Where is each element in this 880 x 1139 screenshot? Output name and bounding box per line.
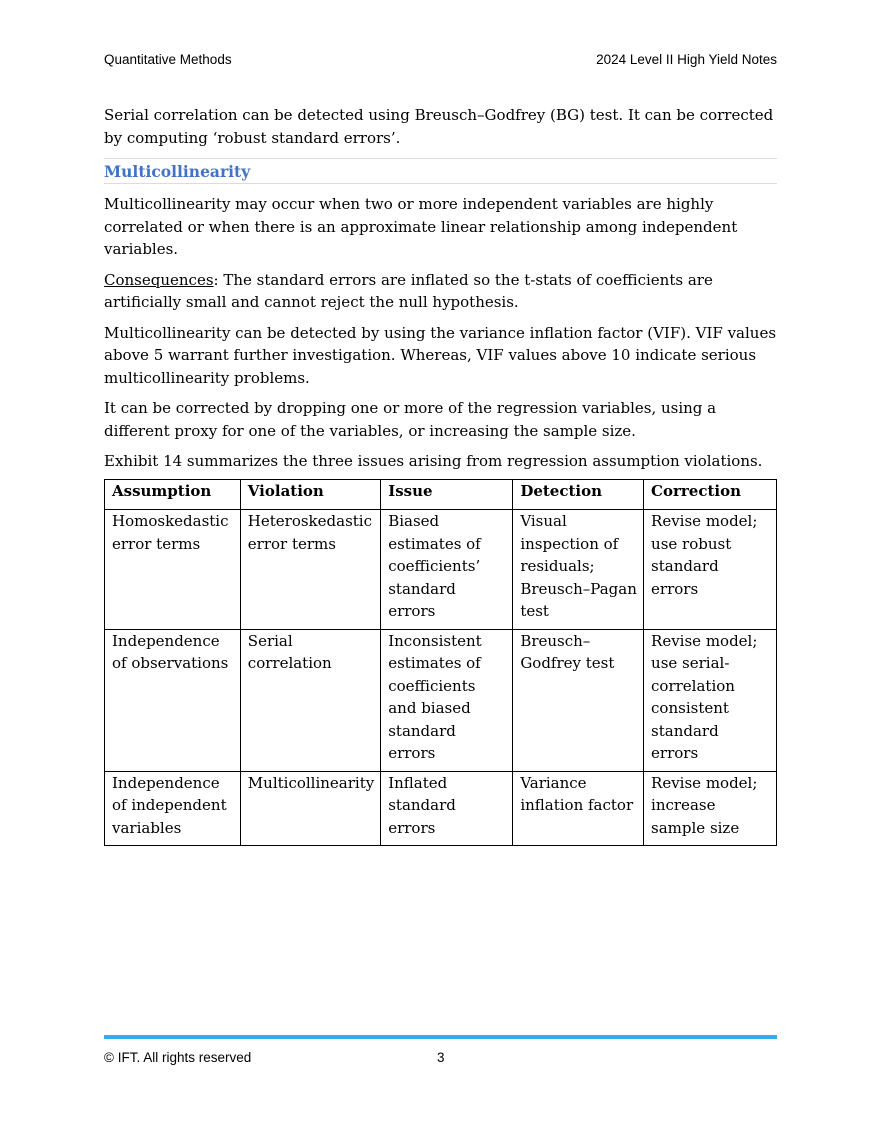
page-number: 3 [437, 1050, 445, 1065]
header-doc-title: 2024 Level II High Yield Notes [596, 52, 777, 67]
table-row [105, 629, 777, 771]
table-cell: Independence of independent variables [105, 771, 241, 846]
table-cell: Independence of observations [105, 629, 241, 771]
table-header-cell: Detection [513, 479, 644, 510]
intro-paragraph: Serial correlation can be detected using Breusch–Godfrey (BG) test. It can be corrected by computing ‘robust standard errors’. [104, 106, 774, 147]
detection-paragraph: Multicollinearity can be detected by using the variance inflation factor (VIF). VIF values above 5 warrant further investigation. Whereas, VIF values above 10 indicate serious multicollinearity problems. [104, 323, 777, 387]
consequences-paragraph [104, 269, 777, 314]
page-header [104, 52, 777, 67]
table-row [105, 510, 777, 630]
table-cell: Heteroskedastic error terms [240, 510, 380, 630]
footer-copyright: © IFT. All rights reserved [104, 1050, 252, 1065]
table-cell: Homoskedastic error terms [105, 510, 241, 630]
table-cell: Revise model; use serial-correlation consistent standard errors [644, 629, 777, 771]
table-header-cell: Issue [381, 479, 513, 510]
table-cell: Inflated standard errors [381, 771, 513, 846]
page-body [104, 104, 777, 846]
exhibit-intro-paragraph: Exhibit 14 summarizes the three issues arising from regression assumption violations. [104, 452, 763, 470]
table-cell: Multicollinearity [240, 771, 380, 846]
footer-rule [104, 1035, 777, 1039]
table-header-cell: Correction [644, 479, 777, 510]
table-header-cell: Violation [240, 479, 380, 510]
table-header-cell: Assumption [105, 479, 241, 510]
definition-paragraph: Multicollinearity may occur when two or more independent variables are highly correlated or when there is an approximate linear relationship among independent variables. [104, 195, 738, 258]
consequences-label: Consequences [104, 270, 214, 289]
page-footer [104, 1050, 777, 1065]
consequences-text: : The standard errors are inflated so the t-stats of coefficients are artificially small and cannot reject the null hypothesis. [104, 270, 713, 311]
table-cell: Revise model; increase sample size [644, 771, 777, 846]
table-cell: Biased estimates of coefficients’ standard errors [381, 510, 513, 630]
header-subject: Quantitative Methods [104, 52, 232, 67]
table-header-row [105, 479, 777, 510]
table-cell: Revise model; use robust standard errors [644, 510, 777, 630]
assumption-violations-table [104, 479, 777, 847]
table-row [105, 771, 777, 846]
correction-paragraph: It can be corrected by dropping one or more of the regression variables, using a different proxy for one of the variables, or increasing the sample size. [104, 399, 717, 440]
table-cell: Inconsistent estimates of coefficients and biased standard errors [381, 629, 513, 771]
table-cell: Serial correlation [240, 629, 380, 771]
table-cell: Visual inspection of residuals; Breusch–Pagan test [513, 510, 644, 630]
table-cell: Breusch–Godfrey test [513, 629, 644, 771]
table-cell: Variance inflation factor [513, 771, 644, 846]
section-heading-multicollinearity: Multicollinearity [104, 158, 777, 184]
